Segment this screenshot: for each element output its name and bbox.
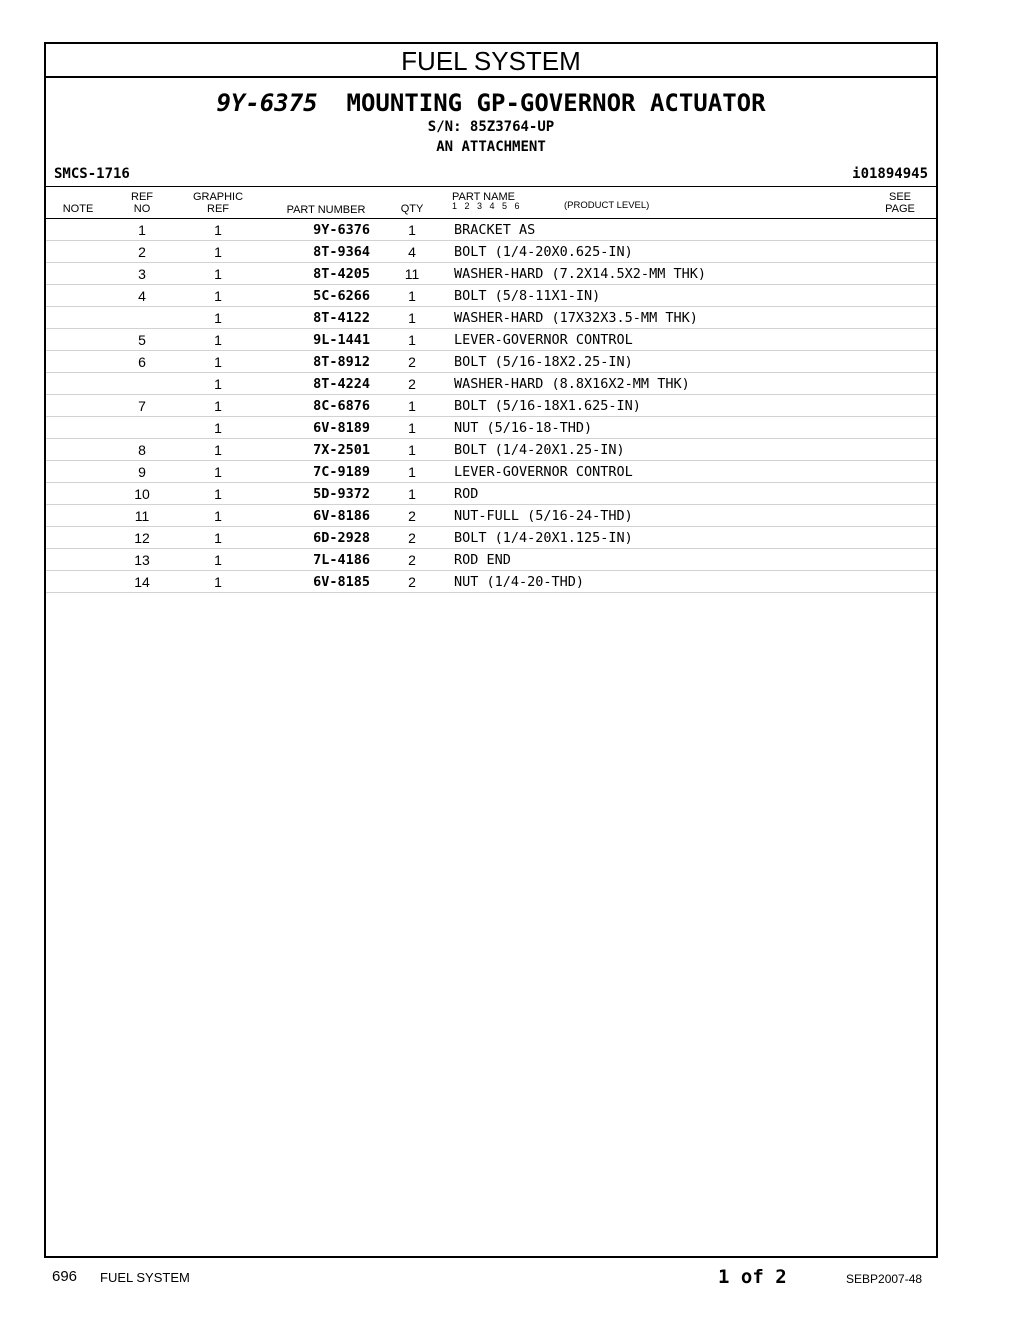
ref-no: 9 [138,464,146,480]
ref-no: 10 [134,486,150,502]
table-row [46,241,936,263]
graphic-ref: 1 [214,266,222,282]
part-number: 7X-2501 [313,442,370,458]
serial-number-range: S/N: 85Z3764-UP [427,119,555,135]
graphic-ref: 1 [214,398,222,414]
part-name: BOLT (5/8-11X1-IN) [454,288,601,304]
col-part-name: PART NAME [452,191,515,203]
col-see-top: SEE [888,191,911,203]
graphic-ref: 1 [214,530,222,546]
graphic-ref: 1 [214,310,222,326]
table-row [46,505,936,527]
part-number: 8T-4122 [313,310,370,326]
part-number: 6V-8185 [313,574,370,590]
col-see-bottom: PAGE [885,203,915,215]
graphic-ref: 1 [214,508,222,524]
quantity: 2 [408,354,416,370]
graphic-ref: 1 [214,288,222,304]
part-name: BOLT (5/16-18X2.25-IN) [454,354,633,370]
part-name: LEVER-GOVERNOR CONTROL [454,332,633,348]
part-name: ROD [454,486,479,502]
quantity: 1 [408,332,416,348]
part-number: 5C-6266 [313,288,370,304]
table-row [46,285,936,307]
attachment-label: AN ATTACHMENT [436,139,546,155]
quantity: 4 [408,244,416,260]
col-levels: 1 2 3 4 5 6 [452,201,520,211]
ref-no: 6 [138,354,146,370]
part-name: NUT-FULL (5/16-24-THD) [454,508,633,524]
table-row [46,483,936,505]
table-row [46,219,936,241]
part-name: NUT (1/4-20-THD) [454,574,585,590]
part-name: BOLT (1/4-20X0.625-IN) [454,244,633,260]
table-row [46,461,936,483]
table-row [46,351,936,373]
part-name: LEVER-GOVERNOR CONTROL [454,464,633,480]
group-title [46,88,936,118]
table-row [46,417,936,439]
ref-no: 11 [134,508,150,524]
column-header [46,186,936,219]
graphic-ref: 1 [214,464,222,480]
graphic-ref: 1 [214,420,222,436]
graphic-ref: 1 [214,486,222,502]
ref-no: 12 [134,530,150,546]
ref-no: 13 [134,552,150,568]
graphic-ref: 1 [214,442,222,458]
table-row [46,329,936,351]
footer-page-of: 1 of 2 [718,1266,787,1288]
part-number: 6D-2928 [313,530,370,546]
part-number: 6V-8186 [313,508,370,524]
part-number: 9Y-6376 [313,222,370,238]
col-qty: QTY [400,203,424,215]
title-block [46,78,936,186]
parts-list [46,219,936,593]
quantity: 1 [408,310,416,326]
part-number: 8T-8912 [313,354,370,370]
group-part-number: 9Y-6375 [216,89,318,117]
parts-page-frame [44,42,938,1258]
ref-no: 5 [138,332,146,348]
part-name: BOLT (1/4-20X1.25-IN) [454,442,625,458]
part-number: 7C-9189 [313,464,370,480]
section-title: FUEL SYSTEM [46,44,936,78]
table-row [46,549,936,571]
graphic-ref: 1 [214,376,222,392]
col-note: NOTE [62,203,94,215]
table-row [46,263,936,285]
part-number: 8T-4224 [313,376,370,392]
part-number: 8T-9364 [313,244,370,260]
col-graphic-bottom: REF [207,203,229,215]
graphic-ref: 1 [214,552,222,568]
part-name: ROD END [454,552,511,568]
col-part-number: PART NUMBER [286,204,366,216]
table-row [46,527,936,549]
quantity: 11 [404,266,420,282]
graphic-ref: 1 [214,354,222,370]
footer-page-number: 696 [52,1268,78,1285]
ref-no: 3 [138,266,146,282]
quantity: 1 [408,442,416,458]
part-name: BRACKET AS [454,222,536,238]
part-name: BOLT (1/4-20X1.125-IN) [454,530,633,546]
group-name: MOUNTING GP-GOVERNOR ACTUATOR [346,89,766,117]
graphic-ref: 1 [214,244,222,260]
ref-no: 4 [138,288,146,304]
quantity: 1 [408,464,416,480]
quantity: 2 [408,508,416,524]
smcs-code: SMCS-1716 [54,166,130,182]
quantity: 1 [408,486,416,502]
quantity: 2 [408,530,416,546]
part-name: WASHER-HARD (17X32X3.5-MM THK) [454,310,698,326]
part-number: 7L-4186 [313,552,370,568]
ref-no: 2 [138,244,146,260]
part-number: 8C-6876 [313,398,370,414]
table-row [46,571,936,593]
col-ref-bottom: NO [133,203,151,215]
table-row [46,307,936,329]
footer-doc-id: SEBP2007-48 [846,1272,923,1286]
illustration-id: i01894945 [852,166,928,182]
part-number: 9L-1441 [313,332,370,348]
quantity: 2 [408,376,416,392]
quantity: 1 [408,398,416,414]
quantity: 2 [408,574,416,590]
part-number: 8T-4205 [313,266,370,282]
col-ref-top: REF [131,191,153,203]
ref-no: 8 [138,442,146,458]
graphic-ref: 1 [214,332,222,348]
quantity: 2 [408,552,416,568]
part-name: BOLT (5/16-18X1.625-IN) [454,398,641,414]
ref-no: 7 [138,398,146,414]
col-graphic-top: GRAPHIC [192,191,244,203]
table-row [46,439,936,461]
part-name: WASHER-HARD (8.8X16X2-MM THK) [454,376,690,392]
part-number: 6V-8189 [313,420,370,436]
quantity: 1 [408,222,416,238]
ref-no: 1 [138,222,146,238]
graphic-ref: 1 [214,574,222,590]
table-row [46,373,936,395]
quantity: 1 [408,288,416,304]
col-product-level: (PRODUCT LEVEL) [564,200,650,211]
ref-no: 14 [134,574,150,590]
part-number: 5D-9372 [313,486,370,502]
footer-section: FUEL SYSTEM [100,1270,190,1285]
graphic-ref: 1 [214,222,222,238]
part-name: WASHER-HARD (7.2X14.5X2-MM THK) [454,266,706,282]
table-row [46,395,936,417]
part-name: NUT (5/16-18-THD) [454,420,593,436]
quantity: 1 [408,420,416,436]
